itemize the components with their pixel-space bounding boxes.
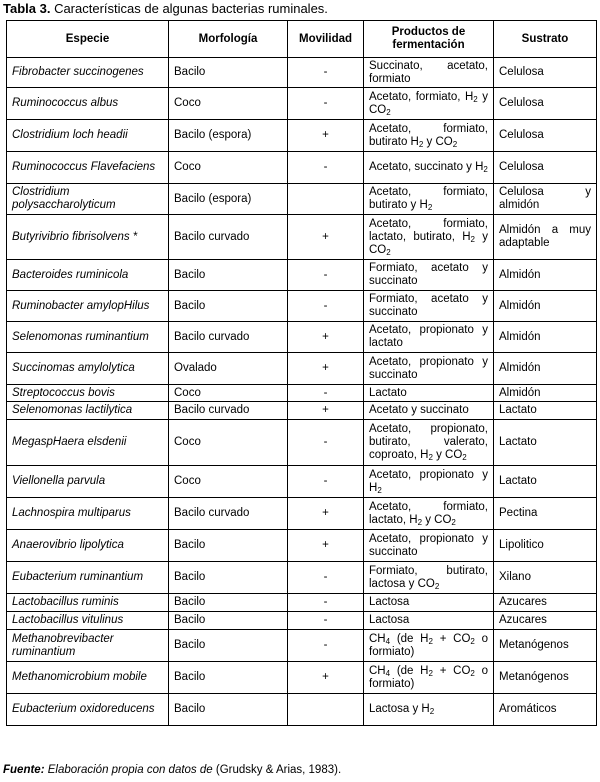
cell-motility: - (288, 466, 364, 498)
cell-motility: + (288, 215, 364, 260)
header-motility: Movilidad (288, 21, 364, 58)
cell-morphology: Bacilo (espora) (169, 184, 288, 215)
table-row (7, 530, 597, 562)
cell-substrate: Almidón (494, 260, 597, 291)
cell-morphology: Coco (169, 88, 288, 120)
cell-substrate: Celulosa (494, 88, 597, 120)
table-row (7, 260, 597, 291)
table-row (7, 88, 597, 120)
cell-substrate: Celulosa y almidón (494, 184, 597, 215)
cell-morphology: Bacilo curvado (169, 402, 288, 420)
table-row (7, 215, 597, 260)
cell-substrate: Azucares (494, 594, 597, 612)
cell-products: $CH_4$ (de $H_2 + CO_2$ o formiato) (364, 662, 494, 694)
cell-motility: - (288, 562, 364, 594)
table-caption-text: Características de algunas bacterias ruminales. (50, 1, 328, 16)
table-row (7, 630, 597, 662)
cell-species: Eubacterium oxidoreducens (7, 694, 169, 726)
cell-substrate: Almidón (494, 322, 597, 353)
cell-substrate: Celulosa (494, 58, 597, 88)
cell-motility: + (288, 353, 364, 385)
cell-morphology: Bacilo (169, 291, 288, 322)
table-row (7, 594, 597, 612)
cell-morphology: Coco (169, 152, 288, 184)
cell-substrate: Celulosa (494, 152, 597, 184)
cell-species: Clostridium polysaccharolyticum (7, 184, 169, 215)
cell-morphology: Bacilo (169, 612, 288, 630)
header-morphology: Morfología (169, 21, 288, 58)
cell-products: Acetato, formiato, $H_2$ y $CO_2$ (364, 88, 494, 120)
cell-substrate: Almidón (494, 353, 597, 385)
cell-morphology: Bacilo (169, 530, 288, 562)
cell-products: Acetato, formiato, lactato, butirato, $H_2$ y $CO_2$ (364, 215, 494, 260)
cell-motility: - (288, 88, 364, 120)
table-row (7, 353, 597, 385)
table-row (7, 662, 597, 694)
cell-motility (288, 694, 364, 726)
cell-products: Acetato y succinato (364, 402, 494, 420)
cell-products: Acetato, propionato y succinato (364, 353, 494, 385)
table-header-row (7, 21, 597, 58)
cell-substrate: Lipolitico (494, 530, 597, 562)
table-row (7, 58, 597, 88)
cell-substrate: Lactato (494, 466, 597, 498)
cell-species: Anaerovibrio lipolytica (7, 530, 169, 562)
source-text: Elaboración propia con datos de (44, 764, 216, 776)
cell-products: Formiato, acetato y succinato (364, 291, 494, 322)
cell-species: Lactobacillus ruminis (7, 594, 169, 612)
table-row (7, 152, 597, 184)
cell-species: Ruminococcus albus (7, 88, 169, 120)
table-row (7, 322, 597, 353)
table-caption-label: Tabla 3. (3, 1, 51, 16)
cell-morphology: Bacilo (169, 562, 288, 594)
cell-motility: - (288, 58, 364, 88)
cell-morphology: Bacilo (169, 58, 288, 88)
cell-species: Selenomonas lactilytica (7, 402, 169, 420)
cell-substrate: Almidón a muy adaptable (494, 215, 597, 260)
cell-morphology: Bacilo (169, 630, 288, 662)
cell-substrate: Celulosa (494, 120, 597, 152)
cell-species: Streptococcus bovis (7, 385, 169, 402)
cell-motility: - (288, 152, 364, 184)
table-row (7, 612, 597, 630)
cell-motility: - (288, 612, 364, 630)
cell-products: Lactosa (364, 612, 494, 630)
cell-products: Succinato, acetato, formiato (364, 58, 494, 88)
table-caption (3, 1, 328, 16)
cell-morphology: Bacilo (169, 662, 288, 694)
table-row (7, 694, 597, 726)
cell-products: Acetato, formiato, butirato y $H_2$ (364, 184, 494, 215)
cell-products: Lactosa y $H_2$ (364, 694, 494, 726)
cell-species: Ruminobacter amylopHilus (7, 291, 169, 322)
cell-substrate: Almidón (494, 385, 597, 402)
cell-morphology: Bacilo curvado (169, 322, 288, 353)
cell-motility: - (288, 420, 364, 466)
cell-species: Selenomonas ruminantium (7, 322, 169, 353)
cell-motility: + (288, 662, 364, 694)
cell-motility: + (288, 498, 364, 530)
cell-products: Formiato, butirato, lactosa y $CO_2$ (364, 562, 494, 594)
table-row (7, 402, 597, 420)
cell-morphology: Bacilo (espora) (169, 120, 288, 152)
cell-species: Eubacterium ruminantium (7, 562, 169, 594)
cell-motility: - (288, 385, 364, 402)
cell-substrate: Xilano (494, 562, 597, 594)
table-row (7, 120, 597, 152)
source-reference: (Grudsky & Arias, 1983). (215, 764, 342, 776)
cell-products: Formiato, acetato y succinato (364, 260, 494, 291)
cell-products: Lactosa (364, 594, 494, 612)
cell-products: Acetato, succinato y $H_2$ (364, 152, 494, 184)
cell-species: Succinomas amylolytica (7, 353, 169, 385)
cell-motility: - (288, 260, 364, 291)
cell-substrate: Azucares (494, 612, 597, 630)
header-products: Productos de fermentación (364, 21, 494, 58)
cell-substrate: Metanógenos (494, 662, 597, 694)
cell-species: Methanomicrobium mobile (7, 662, 169, 694)
cell-products: Lactato (364, 385, 494, 402)
cell-motility: - (288, 594, 364, 612)
cell-species: MegaspHaera elsdenii (7, 420, 169, 466)
cell-substrate: Lactato (494, 402, 597, 420)
table-row (7, 498, 597, 530)
cell-motility: + (288, 402, 364, 420)
cell-morphology: Bacilo (169, 260, 288, 291)
cell-motility: - (288, 630, 364, 662)
cell-species: Clostridium loch headii (7, 120, 169, 152)
cell-morphology: Coco (169, 466, 288, 498)
cell-species: Methanobrevibacter ruminantium (7, 630, 169, 662)
table-row (7, 562, 597, 594)
cell-substrate: Metanógenos (494, 630, 597, 662)
cell-morphology: Bacilo (169, 694, 288, 726)
cell-products: Acetato, propionato y succinato (364, 530, 494, 562)
cell-products: Acetato, propionato, butirato, valerato, coproato, $H_2$ y $CO_2$ (364, 420, 494, 466)
cell-morphology: Bacilo curvado (169, 498, 288, 530)
cell-motility: - (288, 291, 364, 322)
cell-substrate: Lactato (494, 420, 597, 466)
cell-morphology: Ovalado (169, 353, 288, 385)
source-label: Fuente: (3, 764, 45, 776)
cell-motility (288, 184, 364, 215)
cell-species: Butyrivibrio fibrisolvens * (7, 215, 169, 260)
cell-species: Lactobacillus vitulinus (7, 612, 169, 630)
cell-morphology: Coco (169, 420, 288, 466)
cell-substrate: Almidón (494, 291, 597, 322)
cell-motility: + (288, 120, 364, 152)
cell-products: Acetato, formiato, butirato $H_2$ y $CO_2$ (364, 120, 494, 152)
cell-products: Acetato, propionato y $H_2$ (364, 466, 494, 498)
cell-species: Fibrobacter succinogenes (7, 58, 169, 88)
table-row (7, 184, 597, 215)
header-species: Especie (7, 21, 169, 58)
cell-morphology: Bacilo curvado (169, 215, 288, 260)
cell-morphology: Bacilo (169, 594, 288, 612)
cell-products: Acetato, propionato y lactato (364, 322, 494, 353)
table-body (7, 58, 597, 726)
header-substrate: Sustrato (494, 21, 597, 58)
table-row (7, 291, 597, 322)
cell-morphology: Coco (169, 385, 288, 402)
cell-substrate: Pectina (494, 498, 597, 530)
table-row (7, 466, 597, 498)
cell-species: Bacteroides ruminicola (7, 260, 169, 291)
cell-motility: + (288, 322, 364, 353)
cell-products: Acetato, formiato, lactato, $H_2$ y $CO_2$ (364, 498, 494, 530)
table-source (3, 764, 341, 776)
cell-species: Viellonella parvula (7, 466, 169, 498)
cell-products: $CH_4$ (de $H_2 + CO_2$ o formiato) (364, 630, 494, 662)
table-row (7, 420, 597, 466)
cell-species: Lachnospira multiparus (7, 498, 169, 530)
cell-motility: + (288, 530, 364, 562)
table-row (7, 385, 597, 402)
cell-species: Ruminococcus Flavefaciens (7, 152, 169, 184)
cell-substrate: Aromáticos (494, 694, 597, 726)
bacteria-table (6, 20, 597, 726)
